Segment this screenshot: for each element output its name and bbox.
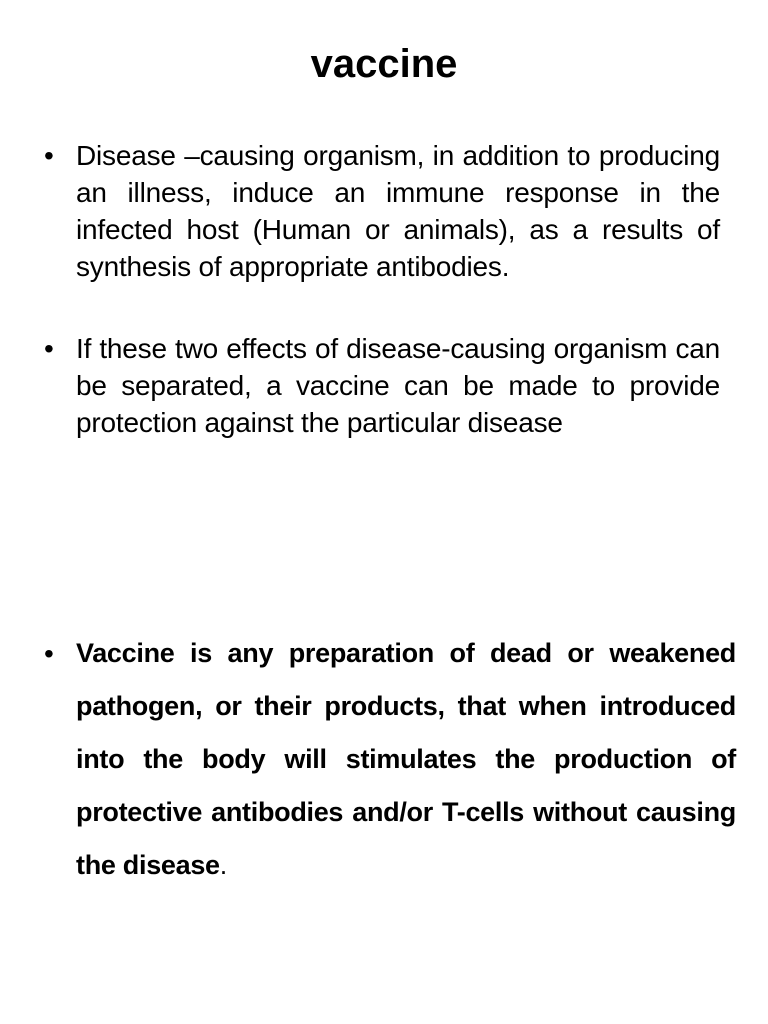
slide-title: vaccine (310, 42, 458, 86)
bullet-text-main: Vaccine is any preparation of dead or weakened pathogen, or their products, that when introduced into the body will stimulates the production of protective antibodies and/or T-cells without causing the disease (76, 638, 736, 880)
bullet-marker: • (44, 333, 54, 364)
bullet-text-period: . (219, 850, 227, 880)
bullet-text: Disease –causing organism, in addition to producing an illness, induce an immune response in the infected host (Human or animals), as a results of synthesis of appropriate antibodies. (76, 140, 720, 282)
bullet-text-bold (76, 627, 736, 892)
bullet-item (44, 330, 720, 441)
bullet-marker: • (44, 140, 54, 171)
bullet-marker: • (44, 638, 54, 669)
bullet-text: If these two effects of disease-causing organism can be separated, a vaccine can be made to provide protection against the particular disease (76, 333, 720, 438)
bullet-item (44, 627, 736, 892)
bullet-item (44, 137, 720, 285)
